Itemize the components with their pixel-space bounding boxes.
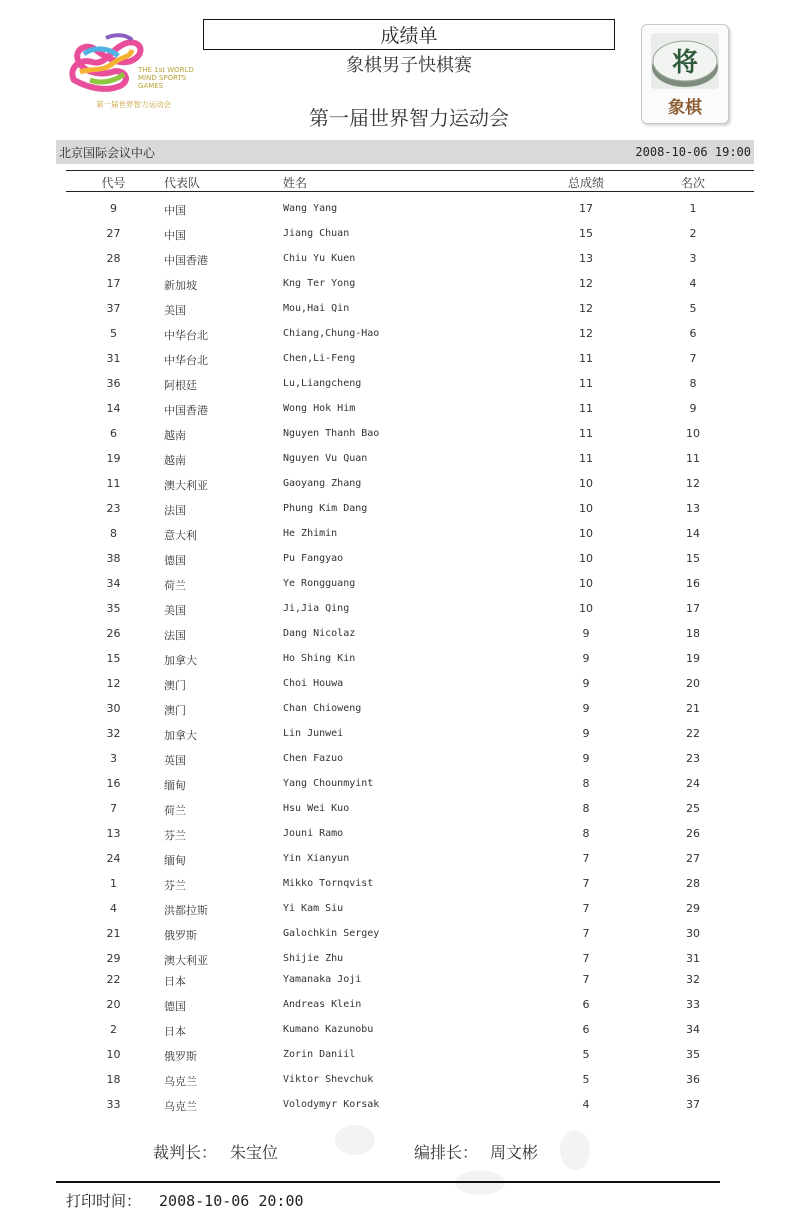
cell-rank: 35 (686, 1048, 700, 1061)
table-row (66, 992, 754, 1017)
results-table-header (66, 170, 754, 192)
column-header-name: 姓名 (283, 176, 308, 190)
cell-team: 中国香港 (164, 404, 208, 417)
cell-score: 11 (579, 402, 593, 415)
cell-team: 日本 (164, 1025, 186, 1038)
cell-name: Kng Ter Yong (283, 278, 356, 289)
table-row (66, 721, 754, 746)
cell-code: 5 (110, 327, 117, 340)
cell-score: 10 (579, 602, 593, 615)
cell-score: 10 (579, 527, 593, 540)
table-row (66, 546, 754, 571)
cell-rank: 36 (686, 1073, 700, 1086)
cell-score: 5 (582, 1048, 590, 1061)
cell-score: 9 (582, 702, 590, 715)
cell-code: 14 (106, 402, 121, 415)
cell-code: 7 (110, 802, 117, 815)
cell-team: 加拿大 (164, 729, 197, 742)
cell-score: 6 (582, 998, 590, 1011)
cell-score: 8 (582, 777, 590, 790)
cell-team: 新加坡 (164, 279, 197, 292)
cell-score: 9 (582, 627, 590, 640)
print-time (66, 1190, 304, 1211)
table-row (66, 321, 754, 346)
cell-name: Chen,Li-Feng (283, 353, 356, 364)
cell-rank: 15 (686, 552, 700, 565)
cell-rank: 18 (686, 627, 700, 640)
table-row (66, 821, 754, 846)
cell-score: 7 (582, 973, 590, 986)
cell-name: Mou,Hai Qin (283, 303, 350, 314)
scheduler-label: 编排长： (414, 1143, 479, 1162)
cell-code: 9 (110, 202, 117, 215)
cell-rank: 6 (689, 327, 697, 340)
table-row (66, 496, 754, 521)
cell-name: Chiu Yu Kuen (283, 253, 356, 264)
cell-code: 2 (110, 1023, 117, 1036)
cell-name: Chan Chioweng (283, 703, 362, 714)
cell-code: 24 (106, 852, 121, 865)
cell-team: 中华台北 (164, 329, 208, 342)
cell-team: 俄罗斯 (164, 1050, 197, 1063)
cell-rank: 3 (689, 252, 697, 265)
cell-name: Kumano Kazunobu (283, 1024, 374, 1035)
cell-rank: 4 (689, 277, 697, 290)
print-time-value: 2008-10-06 20:00 (159, 1192, 304, 1210)
cell-team: 日本 (164, 975, 186, 988)
cell-code: 15 (106, 652, 121, 665)
cell-score: 8 (582, 802, 590, 815)
rainbow-knot-icon (66, 28, 146, 98)
cell-team: 荷兰 (164, 579, 186, 592)
cell-team: 澳大利亚 (164, 954, 208, 967)
report-title: 成绩单 (203, 19, 615, 50)
cell-team: 缅甸 (164, 779, 186, 792)
officials (0, 1140, 797, 1164)
cell-code: 8 (110, 527, 117, 540)
cell-team: 乌克兰 (164, 1075, 197, 1088)
venue-datetime: 2008-10-06 19:00 (635, 145, 751, 159)
cell-score: 7 (582, 952, 590, 965)
cell-rank: 8 (689, 377, 697, 390)
results-table-body (66, 196, 754, 1117)
cell-score: 13 (579, 252, 593, 265)
cell-team: 越南 (164, 454, 186, 467)
cell-score: 11 (579, 452, 593, 465)
cell-score: 6 (582, 1023, 590, 1036)
cell-team: 法国 (164, 629, 186, 642)
table-row (66, 796, 754, 821)
cell-name: Gaoyang Zhang (283, 478, 362, 489)
cell-score: 9 (582, 752, 590, 765)
cell-score: 7 (582, 902, 590, 915)
table-row (66, 571, 754, 596)
cell-score: 5 (582, 1073, 590, 1086)
xiangqi-badge (641, 24, 729, 124)
cell-team: 美国 (164, 604, 186, 617)
cell-team: 芬兰 (164, 879, 186, 892)
table-row (66, 446, 754, 471)
cell-score: 7 (582, 877, 590, 890)
footer-divider (56, 1181, 720, 1183)
cell-name: Choi Houwa (283, 678, 344, 689)
cell-team: 芬兰 (164, 829, 186, 842)
cell-score: 7 (582, 927, 590, 940)
table-row (66, 671, 754, 696)
cell-rank: 22 (686, 727, 700, 740)
cell-code: 1 (110, 877, 117, 890)
cell-team: 洪都拉斯 (164, 904, 208, 917)
cell-name: Yin Xianyun (283, 853, 350, 864)
cell-rank: 37 (686, 1098, 700, 1111)
badge-label: 象棋 (668, 98, 702, 118)
table-row (66, 771, 754, 796)
cell-score: 9 (582, 677, 590, 690)
cell-rank: 1 (689, 202, 697, 215)
cell-rank: 7 (689, 352, 697, 365)
referee-label: 裁判长： (153, 1143, 218, 1162)
table-row (66, 967, 754, 992)
cell-name: Mikko Tornqvist (283, 878, 374, 889)
xiangqi-piece-icon (651, 33, 719, 89)
cell-rank: 33 (686, 998, 700, 1011)
table-row (66, 196, 754, 221)
cell-name: Dang Nicolaz (283, 628, 356, 639)
cell-name: Ji,Jia Qing (283, 603, 350, 614)
cell-code: 26 (106, 627, 121, 640)
table-row (66, 346, 754, 371)
table-row (66, 221, 754, 246)
logo-subtitle: 第一届世界智力运动会 (96, 100, 171, 109)
cell-code: 18 (106, 1073, 121, 1086)
cell-rank: 14 (686, 527, 700, 540)
cell-name: Shijie Zhu (283, 953, 344, 964)
cell-code: 13 (106, 827, 121, 840)
table-row (66, 471, 754, 496)
cell-code: 20 (106, 998, 121, 1011)
cell-code: 12 (106, 677, 121, 690)
cell-team: 荷兰 (164, 804, 186, 817)
table-row (66, 421, 754, 446)
table-row (66, 371, 754, 396)
cell-team: 德国 (164, 554, 186, 567)
cell-name: Lin Junwei (283, 728, 344, 739)
cell-name: Ye Rongguang (283, 578, 356, 589)
cell-rank: 19 (686, 652, 700, 665)
cell-name: Galochkin Sergey (283, 928, 380, 939)
cell-team: 缅甸 (164, 854, 186, 867)
cell-team: 英国 (164, 754, 186, 767)
cell-team: 德国 (164, 1000, 186, 1013)
cell-team: 中华台北 (164, 354, 208, 367)
cell-name: Ho Shing Kin (283, 653, 356, 664)
cell-team: 法国 (164, 504, 186, 517)
cell-code: 35 (106, 602, 121, 615)
cell-name: Jouni Ramo (283, 828, 344, 839)
cell-code: 34 (106, 577, 121, 590)
cell-code: 31 (106, 352, 121, 365)
column-header-rank: 名次 (680, 176, 705, 190)
cell-rank: 31 (686, 952, 700, 965)
cell-team: 澳大利亚 (164, 479, 208, 492)
cell-code: 21 (106, 927, 121, 940)
piece-glyph: 将 (671, 48, 699, 78)
cell-score: 10 (579, 502, 593, 515)
cell-code: 11 (106, 477, 121, 490)
cell-team: 乌克兰 (164, 1100, 197, 1113)
logo-text: THE 1st WORLD MIND SPORTS GAMES (138, 66, 194, 90)
cell-code: 6 (110, 427, 117, 440)
cell-rank: 27 (686, 852, 700, 865)
cell-name: Nguyen Thanh Bao (283, 428, 380, 439)
table-row (66, 871, 754, 896)
cell-score: 8 (582, 827, 590, 840)
cell-code: 33 (106, 1098, 121, 1111)
games-logo (66, 28, 201, 113)
games-name: 第一届世界智力运动会 (309, 106, 509, 130)
venue-bar (56, 140, 754, 164)
cell-team: 俄罗斯 (164, 929, 197, 942)
cell-rank: 25 (686, 802, 700, 815)
cell-rank: 16 (686, 577, 700, 590)
cell-name: He Zhimin (283, 528, 338, 539)
cell-rank: 30 (686, 927, 700, 940)
cell-name: Chiang,Chung-Hao (283, 328, 380, 339)
table-row (66, 271, 754, 296)
table-row (66, 846, 754, 871)
cell-code: 10 (106, 1048, 121, 1061)
table-row (66, 1017, 754, 1042)
cell-rank: 12 (686, 477, 700, 490)
cell-rank: 26 (686, 827, 700, 840)
cell-code: 3 (110, 752, 117, 765)
table-row (66, 746, 754, 771)
cell-rank: 2 (689, 227, 697, 240)
cell-rank: 32 (686, 973, 700, 986)
cell-rank: 34 (686, 1023, 700, 1036)
cell-team: 澳门 (164, 679, 186, 692)
cell-name: Lu,Liangcheng (283, 378, 362, 389)
cell-name: Hsu Wei Kuo (283, 803, 350, 814)
cell-code: 32 (106, 727, 121, 740)
referee-name: 朱宝位 (230, 1143, 279, 1162)
cell-code: 16 (106, 777, 121, 790)
column-header-score: 总成绩 (567, 176, 604, 190)
cell-name: Phung Kim Dang (283, 503, 368, 514)
cell-rank: 5 (689, 302, 697, 315)
table-row (66, 946, 754, 967)
cell-score: 11 (579, 377, 593, 390)
cell-name: Nguyen Vu Quan (283, 453, 368, 464)
cell-team: 加拿大 (164, 654, 197, 667)
cell-name: Chen Fazuo (283, 753, 344, 764)
cell-name: Andreas Klein (283, 999, 362, 1010)
cell-code: 29 (106, 952, 121, 965)
cell-rank: 9 (689, 402, 697, 415)
cell-code: 30 (106, 702, 121, 715)
cell-score: 12 (579, 302, 593, 315)
table-row (66, 646, 754, 671)
cell-score: 10 (579, 552, 593, 565)
cell-rank: 10 (686, 427, 700, 440)
cell-name: Yi Kam Siu (283, 903, 344, 914)
cell-rank: 28 (686, 877, 700, 890)
table-row (66, 246, 754, 271)
cell-team: 中国 (164, 204, 186, 217)
cell-name: Pu Fangyao (283, 553, 344, 564)
print-time-label: 打印时间： (66, 1192, 142, 1210)
cell-name: Jiang Chuan (283, 228, 350, 239)
table-row (66, 896, 754, 921)
cell-score: 9 (582, 652, 590, 665)
cell-team: 越南 (164, 429, 186, 442)
cell-rank: 20 (686, 677, 700, 690)
cell-code: 4 (110, 902, 117, 915)
column-header-team: 代表队 (164, 176, 201, 190)
cell-code: 36 (106, 377, 121, 390)
cell-score: 11 (579, 427, 593, 440)
cell-rank: 24 (686, 777, 700, 790)
table-row (66, 521, 754, 546)
cell-score: 7 (582, 852, 590, 865)
cell-code: 38 (106, 552, 121, 565)
cell-rank: 29 (686, 902, 700, 915)
table-row (66, 1067, 754, 1092)
cell-rank: 11 (686, 452, 700, 465)
table-row (66, 621, 754, 646)
cell-code: 28 (106, 252, 121, 265)
cell-team: 中国 (164, 229, 186, 242)
cell-code: 27 (106, 227, 121, 240)
table-row (66, 696, 754, 721)
cell-rank: 13 (686, 502, 700, 515)
cell-code: 23 (106, 502, 121, 515)
cell-team: 澳门 (164, 704, 186, 717)
venue-name: 北京国际会议中心 (59, 145, 156, 160)
event-name: 象棋男子快棋赛 (346, 55, 472, 76)
cell-name: Wong Hok Him (283, 403, 356, 414)
cell-rank: 23 (686, 752, 700, 765)
cell-score: 10 (579, 577, 593, 590)
column-header-code: 代号 (101, 176, 126, 190)
cell-code: 22 (106, 973, 121, 986)
table-row (66, 1042, 754, 1067)
cell-name: Yamanaka Joji (283, 974, 362, 985)
cell-code: 19 (106, 452, 121, 465)
cell-team: 中国香港 (164, 254, 208, 267)
cell-rank: 21 (686, 702, 700, 715)
table-row (66, 1092, 754, 1117)
cell-code: 17 (106, 277, 121, 290)
cell-name: Volodymyr Korsak (283, 1099, 380, 1110)
cell-team: 阿根廷 (164, 379, 197, 392)
cell-score: 15 (579, 227, 593, 240)
cell-name: Viktor Shevchuk (283, 1074, 374, 1085)
cell-score: 10 (579, 477, 593, 490)
cell-score: 9 (582, 727, 590, 740)
cell-score: 12 (579, 327, 593, 340)
table-row (66, 296, 754, 321)
cell-rank: 17 (686, 602, 700, 615)
cell-name: Zorin Daniil (283, 1049, 356, 1060)
cell-score: 17 (579, 202, 593, 215)
table-row (66, 396, 754, 421)
scheduler-name: 周文彬 (490, 1143, 539, 1162)
table-row (66, 921, 754, 946)
cell-team: 美国 (164, 304, 186, 317)
cell-team: 意大利 (164, 529, 197, 542)
cell-name: Wang Yang (283, 203, 338, 214)
cell-score: 11 (579, 352, 593, 365)
cell-name: Yang Chounmyint (283, 778, 374, 789)
cell-score: 12 (579, 277, 593, 290)
cell-code: 37 (106, 302, 121, 315)
cell-score: 4 (582, 1098, 590, 1111)
table-row (66, 596, 754, 621)
